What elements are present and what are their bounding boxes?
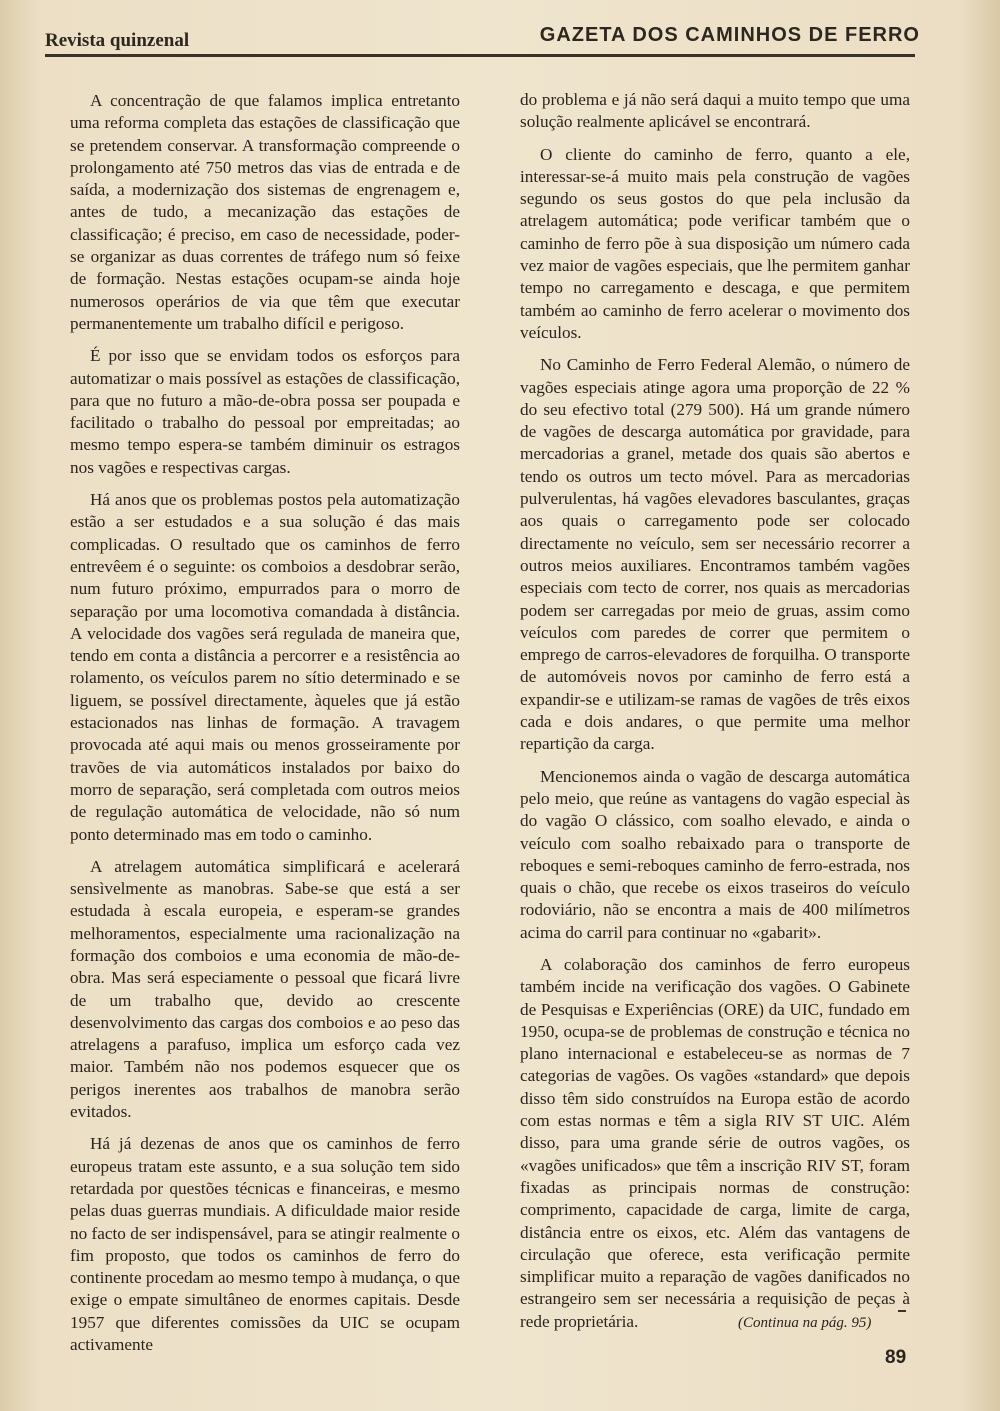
paragraph: A atrelagem automática simplificará e acelerará sensìvelmente as manobras. Sabe-se que está a ser estudada à escala europeia, e esperam-se grandes melhoramentos, especialmente uma racionalização na formação dos comboios e uma economia de mão-de-obra. Mas será especiamente o pessoal que ficará livre de um trabalho que, devido ao crescente desenvolvimento das cargas dos comboios e ao peso das atrelagens a parafuso, implica um esforço cada vez maior. Também não nos podemos esquecer que os perigos inerentes aos trabalhos de manobra serão evitados. [70,856,460,1122]
page-number: 89 [885,1347,907,1368]
paragraph: O cliente do caminho de ferro, quanto a ele, interessar-se-á muito mais pela construção de vagões segundo os seus gostos do que pela inclusão da atrelagem automática; pode verificar também que o caminho de ferro põe à sua disposição um número cada vez maior de vagões especiais, que lhe permitem ganhar tempo no carregamento e descaga, e que permitem também ao caminho de ferro acelerar o movimento dos veículos. [520,144,910,342]
paragraph: É por isso que se envidam todos os esforços para automatizar o mais possível as estações de classificação, para que no futuro a mão-de-obra possa ser poupada e facilitado o trabalho do pessoal por empreitadas; ao mesmo tempo espera-se também diminuir os estragos nos vagões e respectivas cargas. [70,346,460,477]
left-column [70,90,460,1366]
paragraph: Há já dezenas de anos que os caminhos de ferro europeus tratam este assunto, e a sua solução tem sido retardada por questões técnicas e financeiras, e mesmo pelas duas guerras mundiais. A dificuldade maior reside no facto de ser indispensável, para se atingir realmente o fim proposto, que todos os caminhos de ferro do continente procedam ao mesmo tempo à mudança, o que exige o empate simultâneo de enormes capitais. Desde 1957 que diferentes comissões da UIC se ocupam activamente [70,1134,460,1355]
paragraph: No Caminho de Ferro Federal Alemão, o número de vagões especiais atinge agora uma proporção de 22 % do seu efectivo total (279 500). Há um grande número de vagões de descarga automática por gravidade, para mercadorias a granel, metade dos quais são abertos e tendo os outros um tecto móvel. Para as mercadorias pulverulentas, há vagões elevadores basculantes, graças aos quais o carregamento pode ser colocado directamente no veículo, sem ser necessário recorrer a outros meios auxiliares. Encontramos também vagões especiais com tecto de correr, nos quais as mercadorias podem ser carregadas por meio de gruas, assim como veículos com paredes de correr que permitem o emprego de carros-elevadores de forquilha. O transporte de automóveis novos por caminho de ferro está a expandir-se e utilizam-se ramas de vagões de três eixos cada e dois andares, o que permite uma melhor repartição da carga. [520,355,910,754]
paragraph: Mencionemos ainda o vagão de descarga automática pelo meio, que reúne as vantagens do vagão especial às do vagão O clássico, com soalho elevado, e ainda o veículo com soalho rebaixado para o transporte de reboques e semi-reboques caminho de ferro-estrada, nos quais o chão, que recebe os eixos traseiros do veículo rodoviário, não se encontra a mais de 400 milímetros acima do carril para continuar no «gabarit». [520,766,910,942]
continuation-note: (Continua na pág. 95) [738,1315,872,1331]
header-right-title: GAZETA DOS CAMINHOS DE FERRO [539,24,920,46]
paragraph: Há anos que os problemas postos pela automatização estão a ser estudados e a sua solução é das mais complicadas. O resultado que os caminhos de ferro entrevêem é o seguinte: os comboios a desdobrar serão, num futuro próximo, empurrados para o morro de separação por uma locomotiva comandada à distância. A velocidade dos vagões será regulada de maneira que, tendo em conta a distância a percorrer e a resistência ao rolamento, os veículos parem no sítio determinado e se liguem, se possível directamente, àqueles que já estão estacionados nas linhas de formação. A travagem provocada até aqui mais ou menos grosseiramente por travões de via automáticos instalados por baixo do morro de separação, será completada com outros meios de regulação automática de velocidade, não só num ponto determinado mas em todo o caminho. [70,490,460,844]
paragraph: A concentração de que falamos implica entretanto uma reforma completa das estações de classificação que se pretendem conservar. A transformação compreende o prolongamento até 750 metros das vias de entrada e de saída, a modernização dos sistemas de engrenagem e, antes de tudo, a mecanização das estações de classificação; é preciso, em caso de necessidade, poder-se organizar as duas correntes de tráfego num só feixe de formação. Nestas estações ocupam-se ainda hoje numerosos operários de via que têm que executar permanentemente um trabalho difícil e perigoso. [70,91,460,333]
header-rule [45,54,915,57]
decorative-dash [898,1310,906,1312]
paragraph: A colaboração dos caminhos de ferro europeus também incide na verificação dos vagões. O Gabinete de Pesquisas e Experiências (ORE) da UIC, fundado em 1950, ocupa-se de problemas de construção e técnica no plano internacional e estabeleceu-se as normas de 7 categorias de vagões. Os vagões «standard» que depois disso têm sido construídos na Europa estão de acordo com estas normas e têm a sigla RIV ST UIC. Além disso, para uma grande série de outros vagões, os «vagões unificados» que têm a inscrição RIV ST, foram fixadas as principais normas de construção: comprimento, capacidade de carga, limite de carga, distância entre os eixos, etc. Além das vantagens de circulação que oferece, esta verificação permite simplificar muito a reparação de vagões danificados no estrangeiro sem ser necessária a requisição de peças à rede proprietária. [520,954,910,1331]
right-column [520,89,910,1343]
paragraph: do problema e já não será daqui a muito tempo que uma solução realmente aplicável se encontrará. [520,90,910,132]
header-left-title: Revista quinzenal [45,30,190,51]
running-header [45,22,920,52]
